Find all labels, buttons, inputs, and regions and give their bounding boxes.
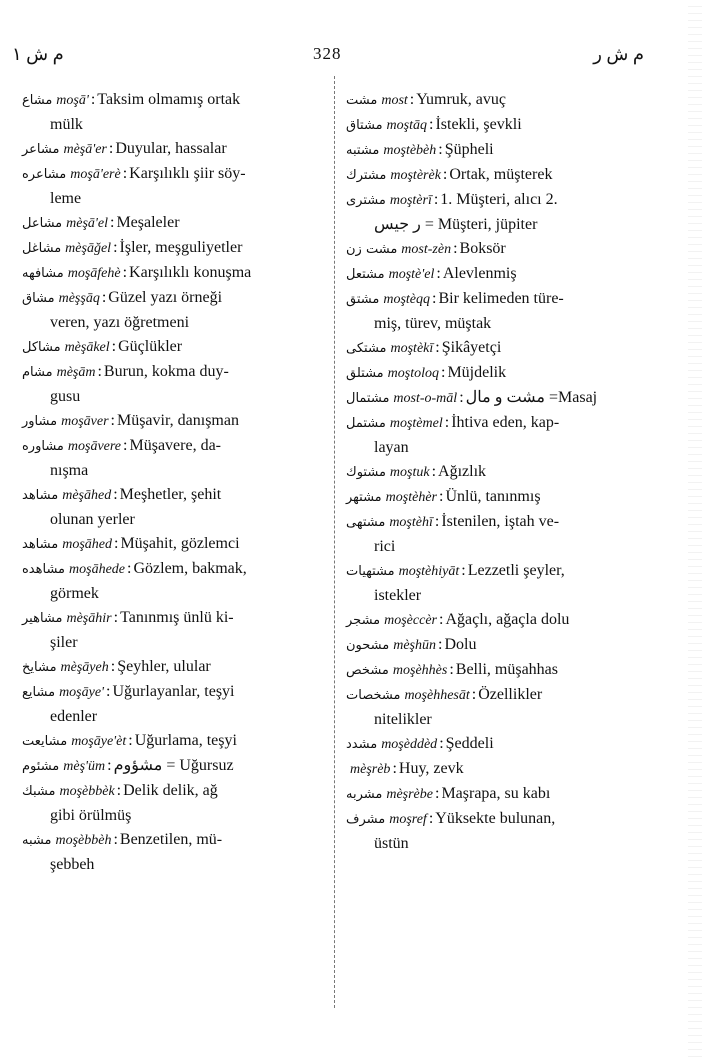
entry-definition: Uğurlama, teşyi [134,732,237,749]
entry-colon: : [428,116,434,133]
entry-headword: moşāye' [59,685,105,700]
entry-colon: : [123,437,128,454]
entry-arabic-script: مشئوم [22,759,60,774]
entry-headword: moşāhed [62,537,112,552]
dictionary-entry [346,386,648,411]
entry-headword: moşāvere [67,439,122,454]
entry-definition-continuation: nitelikler [374,711,432,728]
entry-arabic-script: مشاعل [22,216,63,231]
entry-headword: most-o-māl [393,391,458,406]
entry-colon: : [438,141,443,158]
dictionary-entry [346,163,648,188]
entry-colon: : [432,290,437,307]
entry-colon: : [110,214,115,231]
dictionary-entry [22,335,322,360]
entry-arabic-script: مشرف [346,812,386,827]
entry-colon: : [434,513,440,530]
entry-colon: : [459,389,464,406]
entry-headword: moştèhī [389,515,433,530]
dictionary-entry [346,88,648,113]
entry-arabic-script: مشاور [22,414,58,429]
entry-definition-continuation: leme [50,190,82,207]
entry-arabic-script: مشربه [346,787,383,802]
entry-arabic-script: مشاعره [22,167,67,182]
entry-colon: : [436,265,441,282]
entry-headword: moşāye'èt [71,734,127,749]
entry-definition: Yüksekte bulunan, [435,810,556,827]
entry-arabic-script: مشت زن [346,242,398,257]
entry-headword: mèşrèb [350,762,391,777]
entry-definition: Burun, kokma duy- [103,363,229,380]
header-right-letters: م ش ر [593,44,644,64]
entry-arabic-script: مشافهه [22,266,64,281]
entry-arabic-script: مشتوك [346,465,386,480]
entry-colon: : [435,339,440,356]
dictionary-entry [22,828,322,877]
entry-headword: moşèbbèh [55,833,112,848]
entry-definition: Meşhetler, şehit [119,486,222,503]
entry-colon: : [440,364,446,381]
entry-definition: Şüpheli [444,141,494,158]
right-column [346,88,648,856]
dictionary-entry [346,807,648,856]
dictionary-entry [22,409,322,434]
dictionary-entry [22,483,322,532]
dictionary-entry [346,633,648,658]
entry-definition: Müşavir, danışman [116,412,239,429]
entry-definition: Tanınmış ünlü ki- [120,609,234,626]
dictionary-entry [22,261,322,286]
entry-definition: İşler, meşguliyetler [119,239,243,256]
entry-colon: : [439,611,444,628]
entry-colon: : [113,239,118,256]
entry-headword: moşèccèr [384,613,437,628]
entry-colon: : [113,535,119,552]
entry-definition: Benzetilen, mü- [119,831,223,848]
entry-colon: : [111,338,117,355]
entry-arabic-script: مشتهيات [346,564,395,579]
entry-definition: Ortak, müşterek [449,166,553,183]
entry-definition: Güzel yazı örneği [108,289,223,306]
entry-definition-continuation: veren, yazı öğretmeni [50,314,190,331]
entry-definition: Şikâyetçi [441,339,502,356]
entry-headword: mèşā'er [63,142,107,157]
dictionary-entry [22,655,322,680]
entry-arabic-script: مشاع [22,93,53,108]
entry-colon: : [90,91,96,108]
entry-definition: İhtiva eden, kap- [451,414,560,431]
entry-definition: 1. Müşteri, alıcı 2. [440,191,558,208]
entry-headword: mèşākel [64,340,110,355]
entry-definition-continuation: miş, türev, müştak [374,315,492,332]
entry-definition-continuation: olunan yerler [50,511,135,528]
entry-colon: : [110,412,115,429]
entry-arabic-script: مشتاق [346,118,383,133]
dictionary-entry [22,754,322,779]
dictionary-entry [346,262,648,287]
dictionary-entry [346,658,648,683]
entry-arabic-script: مشتهى [346,515,386,530]
entry-arabic-script: مشايعت [22,734,68,749]
entry-arabic-script: مشترك [346,168,387,183]
entry-colon: : [101,289,107,306]
entry-colon: : [438,488,444,505]
entry-definition: Şeyhler, ulular [117,658,211,675]
entry-arabic-script: مشخصات [346,688,401,703]
entry-headword: mèş'üm [63,759,106,774]
page-number: 328 [313,44,342,63]
dictionary-entry [22,360,322,409]
entry-headword: moşāhede [69,562,126,577]
dictionary-entry [22,680,322,729]
entry-definition: Dolu [444,636,477,653]
entry-definition: Uğurlayanlar, teşyi [112,683,235,700]
entry-colon: : [122,165,128,182]
entry-definition: Bir kelimeden türe- [438,290,564,307]
dictionary-entry [346,757,648,782]
entry-colon: : [439,735,444,752]
entry-definition: Özellikler [478,686,543,703]
entry-definition-continuation: mülk [50,116,83,133]
entry-colon: : [431,463,437,480]
entry-arabic-script: مشاعر [22,142,60,157]
entry-definition: Müjdelik [447,364,507,381]
dictionary-entry [22,211,322,236]
entry-headword: moşref [389,812,427,827]
entry-headword: moştuk [389,465,430,480]
dictionary-entry [346,287,648,336]
entry-colon: : [461,562,466,579]
entry-colon: : [128,732,133,749]
entry-definition: Boksör [459,240,506,257]
entry-arabic-script: مشاهده [22,562,66,577]
entry-definition: Meşaleler [116,214,180,231]
entry-headword: moştèrèk [390,168,441,183]
entry-headword: mèşā'el [66,216,108,231]
entry-headword: moşèhhesāt [404,688,470,703]
entry-arabic-script: مشاهد [22,537,59,552]
page-edge-speckle [688,0,702,1058]
dictionary-entry [346,510,648,559]
entry-colon: : [97,363,102,380]
entry-definition: Delik delik, ağ [123,782,218,799]
entry-arabic-script: مشجر [346,613,381,628]
entry-colon: : [442,166,448,183]
column-divider [334,76,336,1008]
dictionary-entry [22,236,322,261]
entry-definition: مشت و مال =Masaj [465,389,598,406]
entry-headword: moştè'el [388,267,435,282]
dictionary-entry [346,608,648,633]
entry-arabic-script: مشتهر [346,490,382,505]
dictionary-entry [22,779,322,828]
entry-headword: most [381,93,408,108]
dictionary-entry [346,683,648,732]
header-left-letters: م ش ١ [12,44,64,64]
entry-arabic-script: مشحون [346,638,390,653]
dictionary-entry [22,88,322,137]
entry-definition-continuation: gibi örülmüş [50,807,132,824]
entry-definition: Karşılıklı konuşma [129,264,252,281]
entry-arabic-script: مشبه [22,833,52,848]
entry-arabic-script: مشاق [22,291,55,306]
entry-colon: : [107,757,112,774]
entry-headword: moşèddèd [381,737,438,752]
entry-headword: most-zèn [401,242,452,257]
entry-colon: : [433,191,439,208]
entry-arabic-script: مشايع [22,685,56,700]
entry-arabic-script: مشام [22,365,53,380]
entry-definition-continuation: görmek [50,585,99,602]
entry-headword: moştèmel [389,416,443,431]
entry-colon: : [113,831,118,848]
entry-headword: mèşām [56,365,96,380]
entry-colon: : [116,782,122,799]
entry-definition-continuation: şiler [50,634,78,651]
entry-headword: mèşāyeh [60,660,109,675]
entry-definition: Karşılıklı şiir söy- [129,165,246,182]
entry-colon: : [453,240,458,257]
entry-definition: Müşavere, da- [129,437,221,454]
entry-colon: : [471,686,477,703]
entry-definition: Maşrapa, su kabı [441,785,551,802]
entry-headword: moştèhèr [385,490,437,505]
dictionary-entry [346,113,648,138]
entry-arabic-script: مشدد [346,737,378,752]
entry-headword: mèşrèbe [386,787,433,802]
entry-headword: moşā' [56,93,89,108]
entry-definition-continuation: şebbeh [50,856,95,873]
dictionary-entry [346,559,648,608]
entry-definition-continuation: istekler [374,587,422,604]
dictionary-entry [346,361,648,386]
entry-arabic-script: مشتبه [346,143,380,158]
entry-definition: Lezzetli şeyler, [467,562,565,579]
entry-colon: : [110,658,116,675]
entry-definition: مشؤوم = Uğursuz [113,757,234,774]
entry-colon: : [434,785,440,802]
entry-definition: Ağızlık [438,463,487,480]
entry-arabic-script: مشتق [346,292,380,307]
entry-headword: moştoloq [387,366,439,381]
dictionary-entry [22,532,322,557]
entry-headword: mèşhūn [393,638,436,653]
entry-headword: moştèqq [383,292,430,307]
dictionary-entry [346,460,648,485]
entry-definition: İstekli, şevkli [435,116,522,133]
entry-definition: Ünlü, tanınmış [445,488,541,505]
entry-colon: : [449,661,454,678]
entry-definition: Yumruk, avuç [416,91,506,108]
entry-arabic-script: مشتمال [346,391,390,406]
dictionary-entry [346,485,648,510]
dictionary-entry [346,138,648,163]
entry-definition-continuation: ر جيس = Müşteri, jüpiter [374,216,538,233]
entry-definition-continuation: layan [374,439,409,456]
dictionary-entry [22,162,322,211]
entry-definition: Gözlem, bakmak, [133,560,247,577]
entry-definition: Huy, zevk [398,760,464,777]
entry-colon: : [438,636,443,653]
dictionary-entry [22,286,322,335]
entry-arabic-script: مشخص [346,663,389,678]
entry-definition-continuation: nışma [50,462,89,479]
entry-headword: moştèhiyāt [398,564,460,579]
dictionary-entry [346,188,648,237]
entry-arabic-script: مشايخ [22,660,57,675]
entry-definition-continuation: üstün [374,835,409,852]
entry-headword: moşāfehè [67,266,121,281]
entry-arabic-script: مشاكل [22,340,61,355]
entry-definition: Belli, müşahhas [455,661,558,678]
entry-headword: moşèhhès [392,663,448,678]
entry-headword: moşā'erè [70,167,121,182]
entry-colon: : [392,760,397,777]
entry-arabic-script: مشترى [346,193,386,208]
entry-definition: Alevlenmiş [442,265,517,282]
entry-definition-continuation: edenler [50,708,98,725]
dictionary-entry [22,729,322,754]
page-header [0,44,706,74]
dictionary-entry [346,237,648,262]
dictionary-entry [22,137,322,162]
entry-colon: : [108,140,114,157]
dictionary-entry [346,411,648,460]
entry-arabic-script: مشاهير [22,611,63,626]
entry-colon: : [113,486,118,503]
entry-headword: mèşāğel [65,241,112,256]
entry-headword: moşèbbèk [59,784,115,799]
entry-definition: Güçlükler [118,338,183,355]
entry-headword: moştèrī [389,193,432,208]
entry-arabic-script: مشتمل [346,416,386,431]
entry-headword: moştèkī [390,341,434,356]
entry-headword: mèşşāq [58,291,100,306]
entry-colon: : [444,414,450,431]
entry-colon: : [428,810,434,827]
entry-headword: mèşāhed [62,488,112,503]
entry-arabic-script: مشت [346,93,378,108]
entry-headword: moştèbèh [383,143,437,158]
entry-arabic-script: مشاهد [22,488,59,503]
entry-definition: Ağaçlı, ağaçla dolu [445,611,570,628]
entry-arabic-script: مشاغل [22,241,62,256]
entry-definition-continuation: rici [374,538,396,555]
entry-headword: moşāver [61,414,109,429]
entry-arabic-script: مشتكى [346,341,387,356]
entry-definition: İstenilen, iştah ve- [441,513,560,530]
entry-arabic-script: مشتلق [346,366,384,381]
dictionary-entry [346,732,648,757]
entry-definition-continuation: gusu [50,388,81,405]
entry-headword: mèşāhir [66,611,112,626]
left-column [22,88,322,877]
dictionary-entry [22,434,322,483]
entry-arabic-script: مشبك [22,784,56,799]
dictionary-entry [346,782,648,807]
entry-colon: : [113,609,119,626]
entry-arabic-script: مشتعل [346,267,385,282]
entry-definition: Şeddeli [445,735,494,752]
entry-definition: Duyular, hassalar [115,140,227,157]
entry-colon: : [122,264,128,281]
dictionary-entry [22,606,322,655]
entry-colon: : [127,560,132,577]
entry-headword: moştāq [386,118,427,133]
entry-arabic-script: مشاوره [22,439,64,454]
dictionary-entry [22,557,322,606]
entry-colon: : [409,91,415,108]
entry-definition: Müşahit, gözlemci [120,535,240,552]
entry-colon: : [106,683,111,700]
entry-definition: Taksim olmamış ortak [97,91,241,108]
dictionary-entry [346,336,648,361]
